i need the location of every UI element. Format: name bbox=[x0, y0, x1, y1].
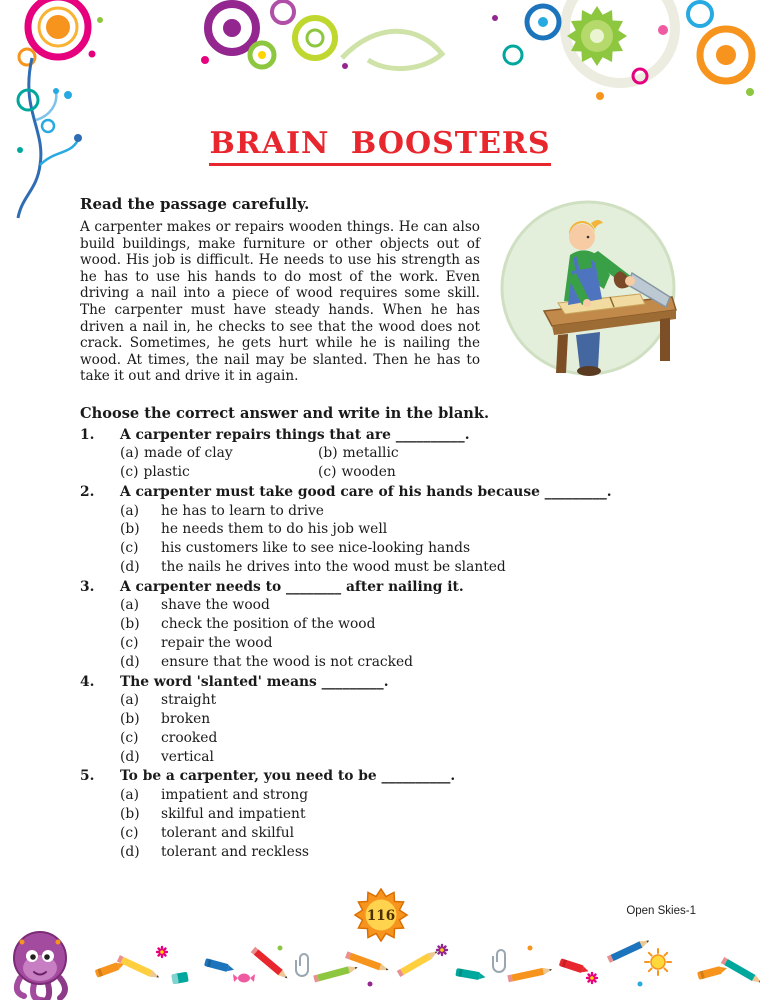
question-text: A carpenter needs to ________ after nailing it. bbox=[120, 578, 464, 595]
question-3 bbox=[80, 580, 684, 669]
option-text: his customers like to see nice-looking hands bbox=[161, 540, 471, 557]
option-label: (b) bbox=[120, 616, 140, 633]
option-text: the nails he drives into the wood must be slanted bbox=[161, 558, 506, 575]
passage-section bbox=[80, 195, 684, 385]
option-text: ensure that the wood is not cracked bbox=[161, 653, 414, 670]
book-title: Open Skies-1 bbox=[626, 905, 696, 917]
option-label: (a) bbox=[120, 692, 139, 709]
question-text: The word 'slanted' means _________. bbox=[120, 673, 389, 690]
option-text: wooden bbox=[341, 464, 396, 481]
option-label: (d) bbox=[120, 843, 140, 860]
option-text: he needs them to do his job well bbox=[161, 521, 388, 538]
option-label: (c) bbox=[120, 635, 139, 652]
option-text: tolerant and reckless bbox=[161, 843, 309, 860]
option-label: (c) bbox=[120, 824, 139, 841]
option-text: straight bbox=[161, 692, 217, 709]
option bbox=[318, 446, 684, 460]
passage-body: A carpenter makes or repairs wooden things. He can also build buildings, make furniture or other objects out of wood. His job is difficult. He needs to use his strength as he has to use his hands to do most of the work. Even driving a nail into a piece of wood requires some skill. The carpenter must have steady hands. When he has driven a nail in, he checks to see that the wood does not crack. Sometimes, he gets hurt while he is nailing the wood. At times, the nail may be slanted. Then he has to take it out and drive it in again. bbox=[80, 219, 480, 385]
carpenter-illustration bbox=[492, 193, 684, 379]
option-text: vertical bbox=[161, 748, 214, 765]
option-label: (a) bbox=[120, 502, 139, 519]
option-label: (b) bbox=[120, 521, 140, 538]
page-title: BRAIN BOOSTERS bbox=[209, 128, 550, 166]
question-number: 3. bbox=[80, 578, 95, 595]
option bbox=[120, 504, 684, 518]
option-text: repair the wood bbox=[161, 635, 273, 652]
question-5 bbox=[80, 769, 684, 858]
option bbox=[120, 826, 684, 840]
option-label: (c) bbox=[318, 464, 337, 481]
option bbox=[120, 598, 684, 612]
octopus-icon bbox=[14, 932, 66, 1000]
quiz-heading: Choose the correct answer and write in the blank. bbox=[80, 405, 490, 422]
option-text: plastic bbox=[143, 464, 190, 481]
option-label: (b) bbox=[120, 806, 140, 823]
page-number-badge bbox=[352, 886, 410, 944]
stationery-decoration bbox=[95, 938, 760, 987]
question-text: To be a carpenter, you need to be __________. bbox=[120, 768, 456, 785]
page-content bbox=[80, 195, 684, 859]
question-number: 4. bbox=[80, 673, 95, 690]
option-label: (d) bbox=[120, 558, 140, 575]
question-text: A carpenter repairs things that are __________. bbox=[120, 426, 470, 443]
question-number: 2. bbox=[80, 483, 95, 500]
option-text: crooked bbox=[161, 729, 218, 746]
option bbox=[120, 655, 684, 669]
option bbox=[120, 712, 684, 726]
option-label: (b) bbox=[318, 445, 338, 462]
option bbox=[120, 693, 684, 707]
option-text: shave the wood bbox=[161, 597, 270, 614]
option-text: skilful and impatient bbox=[161, 806, 306, 823]
carpenter-sawing-icon bbox=[492, 193, 684, 379]
option-text: made of clay bbox=[144, 445, 233, 462]
option bbox=[120, 636, 684, 650]
quiz-section bbox=[80, 385, 684, 859]
option bbox=[120, 617, 684, 631]
option-text: broken bbox=[161, 711, 211, 728]
option bbox=[120, 750, 684, 764]
question-1 bbox=[80, 428, 684, 480]
question-number: 1. bbox=[80, 426, 95, 443]
option bbox=[318, 465, 684, 479]
question-number: 5. bbox=[80, 768, 95, 785]
option bbox=[120, 807, 684, 821]
option-label: (c) bbox=[120, 464, 139, 481]
passage-heading: Read the passage carefully. bbox=[80, 195, 310, 213]
option-label: (c) bbox=[120, 540, 139, 557]
option bbox=[120, 465, 318, 479]
circles-decoration-top-center bbox=[201, 1, 442, 69]
option bbox=[120, 788, 684, 802]
page-number: 116 bbox=[366, 907, 396, 924]
question-2 bbox=[80, 485, 684, 574]
question-4 bbox=[80, 675, 684, 764]
option bbox=[120, 845, 684, 859]
option bbox=[120, 522, 684, 536]
question-text: A carpenter must take good care of his hands because _________. bbox=[120, 483, 612, 500]
option-label: (a) bbox=[120, 597, 139, 614]
option bbox=[120, 541, 684, 555]
option-label: (b) bbox=[120, 711, 140, 728]
option-text: he has to learn to drive bbox=[161, 502, 324, 519]
option-text: check the position of the wood bbox=[161, 616, 376, 633]
option bbox=[120, 446, 318, 460]
option-label: (a) bbox=[120, 787, 139, 804]
option-text: impatient and strong bbox=[161, 787, 309, 804]
circles-decoration-top-left bbox=[19, 0, 103, 65]
option bbox=[120, 731, 684, 745]
page-header bbox=[0, 128, 760, 166]
option-label: (d) bbox=[120, 653, 140, 670]
option bbox=[120, 560, 684, 574]
option-label: (a) bbox=[120, 445, 139, 462]
option-label: (c) bbox=[120, 729, 139, 746]
option-text: metallic bbox=[342, 445, 399, 462]
option-text: tolerant and skilful bbox=[161, 824, 295, 841]
option-label: (d) bbox=[120, 748, 140, 765]
circles-decoration-top-right bbox=[492, 0, 754, 100]
